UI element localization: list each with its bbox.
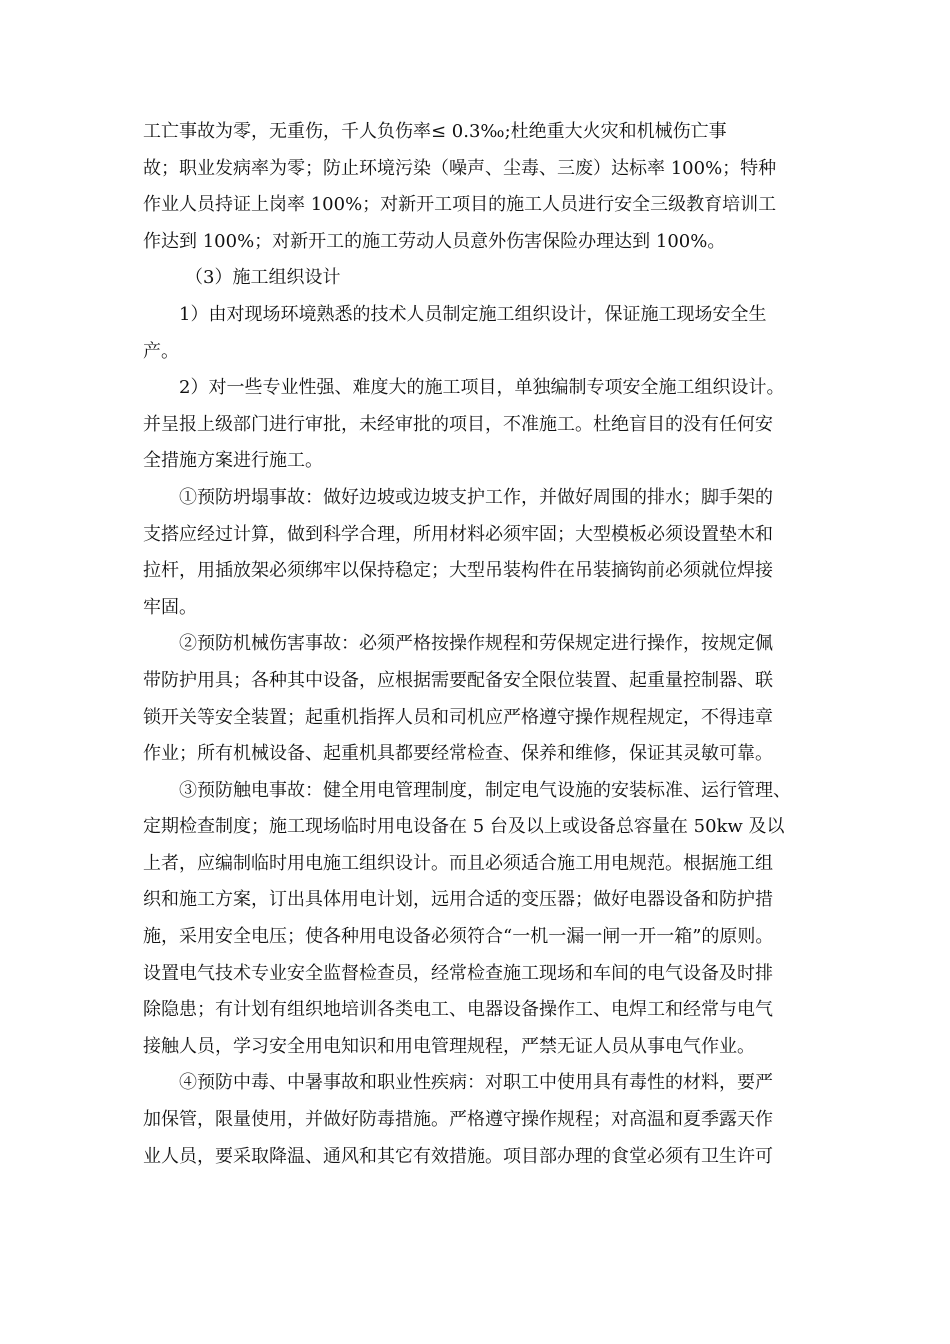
section-heading (143, 260, 803, 297)
body-line (143, 224, 803, 261)
line-text: 定期检查制度；施工现场临时用电设备在 5 台及以上或设备总容量在 50kw 及以 (143, 816, 785, 838)
body-line (143, 1029, 803, 1066)
line-text: 除隐患；有计划有组织地培训各类电工、电器设备操作工、电焊工和经常与电气 (143, 999, 773, 1021)
line-text: 工亡事故为零，无重伤，千人负伤率≤ 0.3‰;杜绝重大火灾和机械伤亡事 (143, 121, 727, 142)
body-line (143, 1102, 803, 1139)
line-text: 故；职业发病率为零；防止环境污染（噪声、尘毒、三废）达标率 100%；特种 (143, 157, 777, 179)
body-line (143, 151, 803, 188)
line-text: 织和施工方案，订出具体用电计划，远用合适的变压器；做好电器设备和防护措 (143, 889, 773, 911)
line-text: 接触人员，学习安全用电知识和用电管理规程，严禁无证人员从事电气作业。 (143, 1035, 755, 1057)
line-text: ④预防中毒、中暑事故和职业性疾病：对职工中使用具有毒性的材料，要严 (179, 1072, 773, 1094)
body-line (143, 663, 803, 700)
line-text: 并呈报上级部门进行审批，未经审批的项目，不准施工。杜绝盲目的没有任何安 (143, 413, 773, 435)
body-line (143, 700, 803, 737)
body-line (143, 297, 803, 334)
line-text: 设置电气技术专业安全监督检查员，经常检查施工现场和车间的电气设备及时排 (143, 962, 773, 984)
body-line (143, 407, 803, 444)
body-line (143, 480, 803, 517)
line-text: 拉杆，用插放架必须绑牢以保持稳定；大型吊装构件在吊装摘钩前必须就位焊接 (143, 560, 773, 582)
body-line (143, 517, 803, 554)
line-text: 产。 (143, 340, 179, 362)
line-text: 带防护用具；各种其中设备，应根据需要配备安全限位装置、起重量控制器、联 (143, 669, 773, 691)
body-line (143, 882, 803, 919)
line-text: 1）由对现场环境熟悉的技术人员制定施工组织设计，保证施工现场安全生 (179, 303, 767, 325)
line-text: 锁开关等安全装置；起重机指挥人员和司机应严格遵守操作规程规定，不得违章 (143, 706, 773, 728)
line-text: 支搭应经过计算，做到科学合理，所用材料必须牢固；大型模板必须设置垫木和 (143, 523, 773, 545)
line-text: 作业人员持证上岗率 100%；对新开工项目的施工人员进行安全三级教育培训工 (143, 194, 777, 216)
body-line (143, 919, 803, 956)
body-line (143, 846, 803, 883)
body-line (143, 736, 803, 773)
line-text: 2）对一些专业性强、难度大的施工项目，单独编制专项安全施工组织设计。 (179, 377, 785, 399)
line-text: 上者，应编制临时用电施工组织设计。而且必须适合施工用电规范。根据施工组 (143, 852, 773, 874)
body-line (143, 114, 803, 151)
body-line (143, 956, 803, 993)
body-line (143, 590, 803, 627)
body-line (143, 370, 803, 407)
line-text: 施，采用安全电压；使各种用电设备必须符合“一机一漏一闸一开一箱”的原则。 (143, 926, 774, 948)
document-body (143, 114, 803, 1175)
heading-text: （3）施工组织设计 (185, 267, 341, 289)
line-text: 全措施方案进行施工。 (143, 450, 323, 472)
body-line (143, 992, 803, 1029)
line-text: ③预防触电事故：健全用电管理制度，制定电气设施的安装标准、运行管理、 (179, 779, 791, 801)
line-text: 业人员，要采取降温、通风和其它有效措施。项目部办理的食堂必须有卫生许可 (143, 1145, 773, 1167)
body-line (143, 626, 803, 663)
body-line (143, 1139, 803, 1176)
line-text: 加保管，限量使用，并做好防毒措施。严格遵守操作规程；对高温和夏季露天作 (143, 1109, 773, 1131)
line-text: 作达到 100%；对新开工的施工劳动人员意外伤害保险办理达到 100%。 (143, 230, 726, 252)
body-line (143, 334, 803, 371)
body-line (143, 809, 803, 846)
line-text: 牢固。 (143, 596, 197, 618)
body-line (143, 443, 803, 480)
body-line (143, 773, 803, 810)
body-line (143, 553, 803, 590)
line-text: ②预防机械伤害事故：必须严格按操作规程和劳保规定进行操作，按规定佩 (179, 633, 773, 655)
line-text: ①预防坍塌事故：做好边坡或边坡支护工作，并做好周围的排水；脚手架的 (179, 486, 773, 508)
body-line (143, 1065, 803, 1102)
line-text: 作业；所有机械设备、起重机具都要经常检查、保养和维修，保证其灵敏可靠。 (143, 743, 773, 765)
body-line (143, 187, 803, 224)
